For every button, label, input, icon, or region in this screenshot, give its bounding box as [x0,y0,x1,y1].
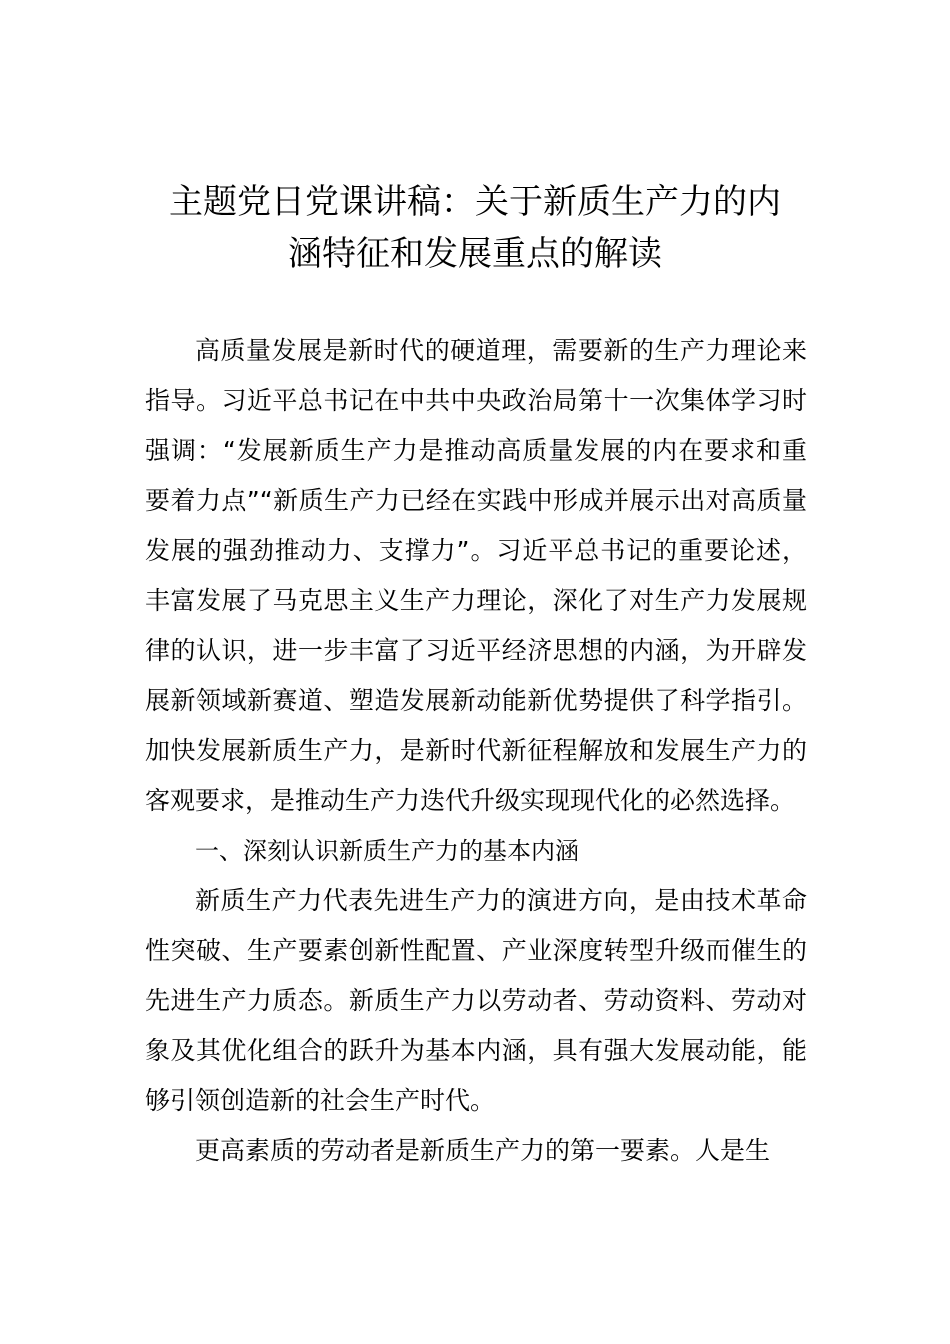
document-title [140,176,810,280]
section-heading-1: 一、深刻认识新质生产力的基本内涵 [195,837,579,865]
paragraph-intro: 高质量发展是新时代的硬道理，需要新的生产力理论来指导。习近平总书记在中共中央政治局第十一次集体学习时强调：“发展新质生产力是推动高质量发展的内在要求和重要着力点”“新质生产力已经在实践中形成并展示出对高质量发展的强劲推动力、支撑力”。习近平总书记的重要论述，丰富发展了马克思主义生产力理论，深化了对生产力发展规律的认识，进一步丰富了习近平经济思想的内涵，为开辟发展新领域新赛道、塑造发展新动能新优势提供了科学指引。加快发展新质生产力，是新时代新征程解放和发展生产力的客观要求，是推动生产力迭代升级实现现代化的必然选择。 [145,336,807,815]
document-title-line-1: 主题党日党课讲稿：关于新质生产力的内 [169,182,781,222]
paragraph-section-1: 新质生产力代表先进生产力的演进方向，是由技术革命性突破、生产要素创新性配置、产业深度转型升级而催生的先进生产力质态。新质生产力以劳动者、劳动资料、劳动对象及其优化组合的跃升为基本内涵，具有强大发展动能，能够引领创造新的社会生产时代。 [145,886,807,1115]
paragraph-laborer: 更高素质的劳动者是新质生产力的第一要素。人是生 [195,1136,771,1165]
document-body [145,326,807,1176]
document-title-line-2: 涵特征和发展重点的解读 [288,234,662,274]
